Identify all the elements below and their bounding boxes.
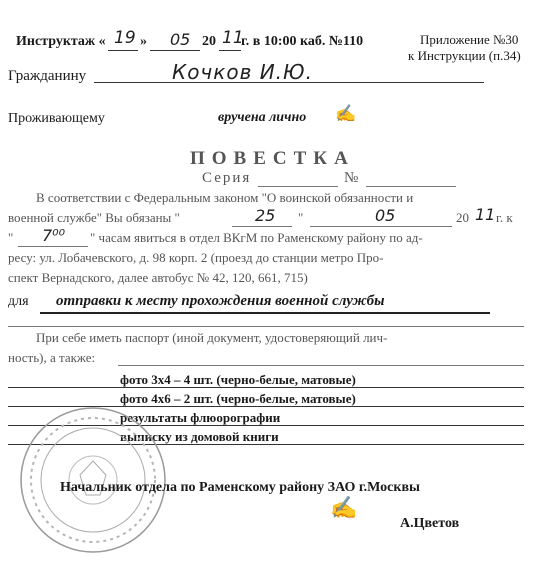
obligation-line: военной службе" Вы обязаны " [8, 210, 180, 225]
appear-year-suffix: 11 [475, 205, 496, 224]
briefing-date-day: 19 [114, 28, 136, 48]
appear-hour-underline [18, 246, 88, 247]
annex-reference: к Инструкции (п.34) [408, 48, 521, 63]
briefing-date-month: 05 [170, 30, 191, 49]
blank-line-1 [8, 326, 524, 327]
appear-day: 25 [255, 206, 276, 225]
briefing-date-sep: » [140, 34, 147, 49]
appear-year-prefix: 20 [456, 210, 469, 225]
briefing-year-suffix: 11 [222, 28, 244, 48]
appear-month: 05 [375, 206, 396, 225]
number-underline [366, 186, 456, 187]
briefing-month-underline [150, 50, 200, 51]
document-item-photo-4x6: фото 4х6 – 2 шт. (черно-белые, матовые) [120, 391, 356, 406]
briefing-year-underline [219, 50, 241, 51]
transport-line: спект Вернадского, далее автобус № 42, 120, 661, 715) [8, 270, 308, 285]
purpose-value: отправки к месту прохождения военной службы [56, 293, 385, 309]
appear-hour-quote: " [8, 230, 14, 245]
number-label: № [344, 170, 359, 186]
appear-month-underline [310, 226, 452, 227]
summons-title: ПОВЕСТКА [190, 148, 355, 169]
briefing-year-prefix: 20 [202, 34, 216, 49]
purpose-label: для [8, 294, 29, 309]
appear-day-close-quote: " [298, 210, 304, 225]
series-label: Серия [202, 170, 252, 186]
documents-intro-line1: При себе иметь паспорт (иной документ, удостоверяющий лич- [36, 330, 388, 345]
blank-line-2 [118, 365, 524, 366]
document-item-fluorography: результаты флюорографии [120, 410, 281, 425]
purpose-underline [40, 312, 490, 314]
appear-day-underline [232, 226, 292, 227]
residing-label: Проживающему [8, 111, 105, 126]
official-position: Начальник отдела по Раменскому району ЗАО г.Москвы [60, 480, 420, 495]
law-reference-line: В соответствии с Федеральным законом "О воинской обязанности и [36, 190, 414, 205]
documents-intro-line2: ность), а также: [8, 350, 96, 365]
document-item-house-register: выписку из домовой книги [120, 429, 279, 444]
series-underline [258, 186, 338, 187]
citizen-label: Гражданину [8, 68, 87, 84]
signature-scribble: ✍ [330, 495, 358, 520]
delivery-note: вручена лично [218, 110, 307, 125]
citizen-name: Кочков И.Ю. [172, 60, 313, 84]
annex-label: Приложение №30 [420, 32, 519, 47]
initials-scribble: ✍ [335, 104, 357, 123]
appear-hour-line: " часам явиться в отдел ВКгМ по Раменскому району по ад- [90, 230, 423, 245]
document-line-1 [8, 387, 524, 388]
briefing-label: Инструктаж « [16, 34, 106, 49]
official-name: А.Цветов [400, 516, 460, 531]
address-line: ресу: ул. Лобачевского, д. 98 корп. 2 (проезд до станции метро Про- [8, 250, 384, 265]
document-item-photo-3x4: фото 3х4 – 4 шт. (черно-белые, матовые) [120, 372, 356, 387]
appear-year-end: г. к [496, 210, 513, 225]
briefing-day-underline [108, 50, 138, 51]
briefing-time-room: г. в 10:00 каб. №110 [241, 34, 364, 49]
appear-hour: 7⁰⁰ [42, 226, 66, 245]
